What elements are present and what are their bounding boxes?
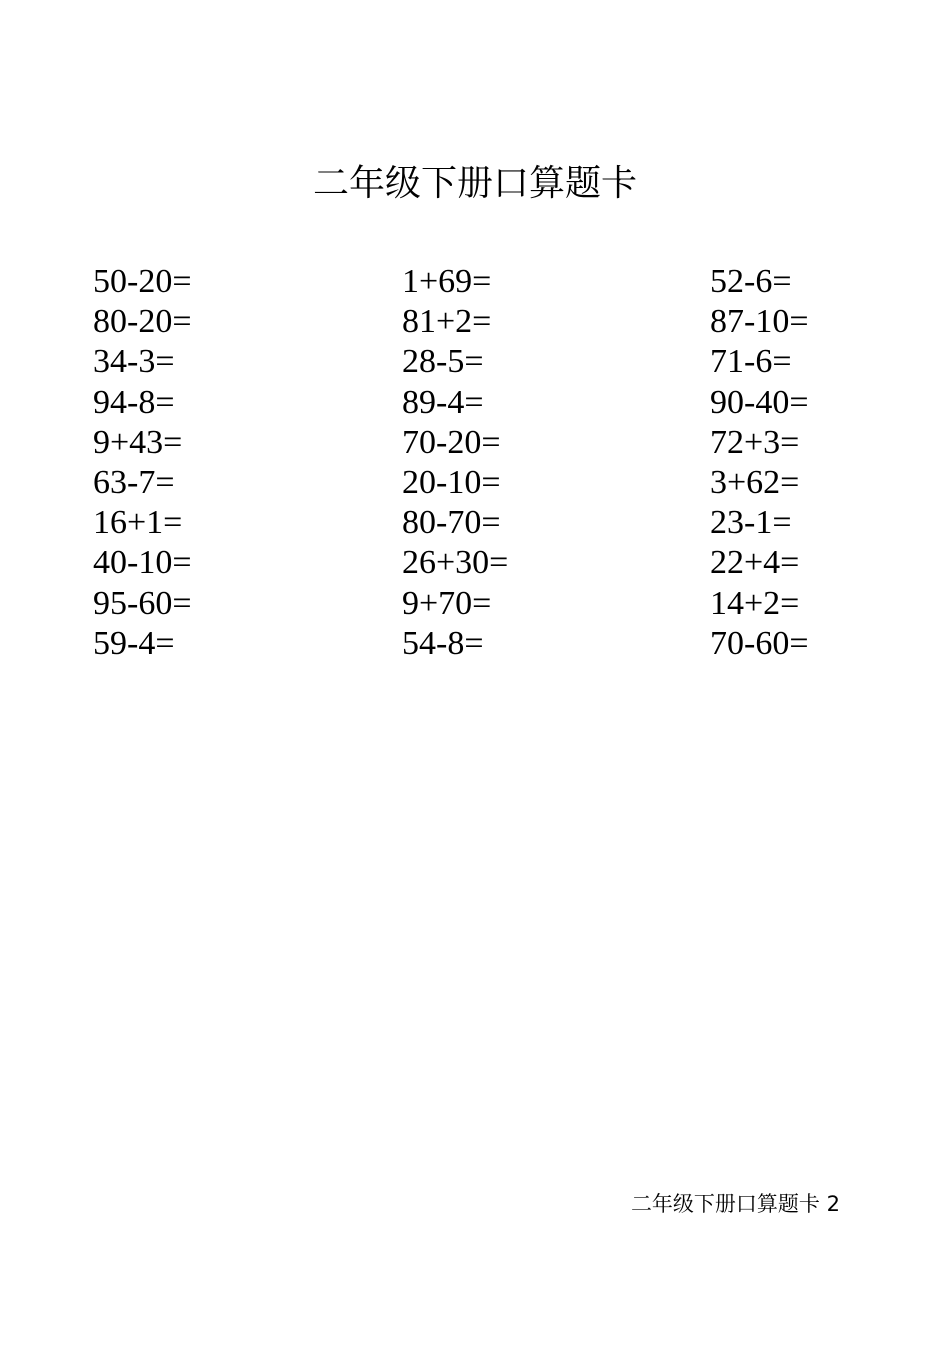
problem-item: 70-20= [402,423,501,461]
problem-item: 81+2= [402,303,492,341]
problem-item: 89-4= [402,383,484,421]
problem-item: 80-70= [402,504,501,542]
problem-item: 87-10= [710,303,809,341]
problem-item: 63-7= [93,463,175,501]
page-title: 二年级下册口算题卡 [312,163,637,204]
problem-item: 26+30= [402,544,509,582]
problem-item: 22+4= [710,544,800,582]
problem-item: 23-1= [710,504,792,542]
problem-item: 16+1= [93,504,183,542]
problem-item: 9+70= [402,584,492,622]
problem-item: 71-6= [710,343,792,381]
problem-item: 9+43= [93,423,183,461]
problem-item: 54-8= [402,624,484,662]
problem-item: 34-3= [93,343,175,381]
problem-column-2 [402,262,508,664]
problem-item: 70-60= [710,624,809,662]
problem-item: 52-6= [710,263,792,300]
problem-item: 1+69= [402,263,492,300]
footer-label: 二年级下册口算题卡 [630,1192,820,1216]
problem-column-3 [710,262,809,664]
problem-item: 90-40= [710,383,809,421]
page-number: 2 [826,1192,840,1216]
problem-item: 14+2= [710,584,800,622]
problem-item: 72+3= [710,423,800,461]
problem-item: 20-10= [402,463,501,501]
problem-item: 50-20= [93,263,192,300]
problem-item: 95-60= [93,584,192,622]
problem-item: 28-5= [402,343,484,381]
page-footer [631,1190,840,1218]
problem-item: 80-20= [93,303,192,341]
problem-item: 3+62= [710,463,800,501]
problem-item: 94-8= [93,383,175,421]
problem-item: 59-4= [93,624,175,662]
problem-item: 40-10= [93,544,192,582]
problem-column-1 [93,262,192,664]
